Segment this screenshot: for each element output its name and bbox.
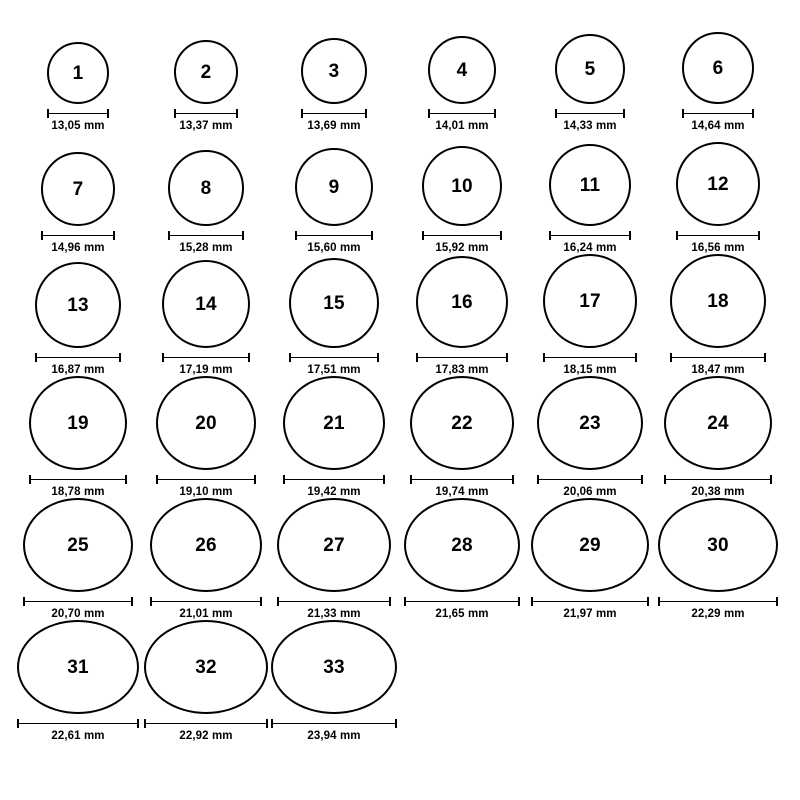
measure-bar-icon — [670, 353, 766, 361]
ring-size-number: 11 — [579, 174, 601, 196]
diameter-measure — [295, 231, 373, 254]
diameter-label: 18,15 mm — [563, 364, 617, 376]
measure-bar-icon — [664, 475, 772, 483]
ring-size-cell[interactable] — [14, 10, 142, 132]
ring-circle[interactable] — [422, 146, 502, 226]
ring-circle[interactable] — [416, 256, 508, 348]
diameter-measure — [543, 353, 637, 376]
ring-size-number: 20 — [195, 412, 217, 434]
ring-size-row — [14, 254, 786, 376]
ring-circle[interactable] — [162, 260, 250, 348]
diameter-measure — [47, 109, 109, 132]
measure-bar-icon — [531, 597, 649, 605]
measure-bar-icon — [271, 719, 397, 727]
ring-size-number: 12 — [707, 173, 729, 195]
diameter-label: 14,33 mm — [563, 120, 617, 132]
ring-circle[interactable] — [17, 620, 139, 714]
diameter-measure — [531, 597, 649, 620]
diameter-label: 14,96 mm — [51, 242, 105, 254]
diameter-label: 16,24 mm — [563, 242, 617, 254]
ring-size-cell[interactable] — [270, 376, 398, 498]
diameter-label: 21,01 mm — [179, 608, 233, 620]
measure-bar-icon — [168, 231, 244, 239]
diameter-measure — [301, 109, 367, 132]
measure-bar-icon — [29, 475, 127, 483]
diameter-measure — [283, 475, 385, 498]
diameter-label: 15,92 mm — [435, 242, 489, 254]
diameter-label: 13,37 mm — [179, 120, 233, 132]
ring-size-number: 23 — [579, 412, 601, 434]
ring-size-number: 15 — [323, 292, 345, 314]
ring-circle[interactable] — [531, 498, 649, 592]
ring-size-number: 25 — [67, 534, 89, 556]
ring-size-number: 5 — [584, 58, 596, 80]
ring-size-row — [14, 132, 786, 254]
ring-size-row — [14, 620, 786, 742]
diameter-measure — [23, 597, 133, 620]
measure-bar-icon — [174, 109, 238, 117]
ring-circle[interactable] — [664, 376, 772, 470]
ring-circle[interactable] — [555, 34, 625, 104]
ring-circle[interactable] — [658, 498, 778, 592]
ring-size-cell[interactable] — [14, 132, 142, 254]
measure-bar-icon — [301, 109, 367, 117]
diameter-measure — [670, 353, 766, 376]
measure-bar-icon — [156, 475, 256, 483]
ring-size-number: 1 — [72, 62, 84, 84]
ring-size-number: 6 — [712, 57, 724, 79]
ring-size-cell[interactable] — [14, 254, 142, 376]
diameter-label: 18,47 mm — [691, 364, 745, 376]
diameter-measure — [664, 475, 772, 498]
diameter-measure — [29, 475, 127, 498]
ring-circle[interactable] — [35, 262, 121, 348]
diameter-measure — [549, 231, 631, 254]
diameter-measure — [289, 353, 379, 376]
measure-bar-icon — [549, 231, 631, 239]
ring-size-number: 14 — [195, 293, 217, 315]
ring-circle[interactable] — [676, 142, 760, 226]
ring-circle[interactable] — [289, 258, 379, 348]
ring-size-number: 7 — [72, 178, 84, 200]
ring-size-cell[interactable] — [398, 132, 526, 254]
diameter-measure — [404, 597, 520, 620]
ring-size-cell[interactable] — [142, 376, 270, 498]
ring-size-number: 13 — [67, 294, 89, 316]
ring-size-number: 33 — [323, 656, 345, 678]
ring-size-cell[interactable] — [398, 498, 526, 620]
ring-size-cell[interactable] — [142, 10, 270, 132]
diameter-measure — [174, 109, 238, 132]
diameter-label: 22,29 mm — [691, 608, 745, 620]
diameter-measure — [428, 109, 496, 132]
ring-circle[interactable] — [543, 254, 637, 348]
diameter-label: 14,01 mm — [435, 120, 489, 132]
measure-bar-icon — [658, 597, 778, 605]
ring-circle[interactable] — [174, 40, 238, 104]
measure-bar-icon — [543, 353, 637, 361]
ring-size-cell[interactable] — [526, 10, 654, 132]
ring-size-number: 22 — [451, 412, 473, 434]
diameter-measure — [410, 475, 514, 498]
ring-size-number: 9 — [328, 176, 340, 198]
diameter-label: 19,42 mm — [307, 486, 361, 498]
diameter-measure — [41, 231, 115, 254]
ring-circle[interactable] — [156, 376, 256, 470]
ring-size-cell[interactable] — [270, 498, 398, 620]
ring-size-cell[interactable] — [654, 498, 782, 620]
diameter-measure — [35, 353, 121, 376]
ring-size-cell[interactable] — [270, 620, 398, 742]
ring-size-grid — [14, 10, 786, 742]
ring-size-number: 27 — [323, 534, 345, 556]
ring-size-number: 18 — [707, 290, 729, 312]
diameter-measure — [17, 719, 139, 742]
ring-size-cell[interactable] — [526, 376, 654, 498]
ring-size-number: 2 — [200, 61, 212, 83]
measure-bar-icon — [41, 231, 115, 239]
ring-size-number: 16 — [451, 291, 473, 313]
diameter-label: 19,74 mm — [435, 486, 489, 498]
ring-size-cell[interactable] — [398, 254, 526, 376]
diameter-label: 22,92 mm — [179, 730, 233, 742]
ring-size-number: 28 — [451, 534, 473, 556]
ring-size-cell[interactable] — [526, 498, 654, 620]
ring-size-number: 30 — [707, 534, 729, 556]
ring-size-row — [14, 376, 786, 498]
ring-size-number: 21 — [323, 412, 345, 434]
ring-size-row — [14, 10, 786, 132]
diameter-measure — [555, 109, 625, 132]
diameter-measure — [422, 231, 502, 254]
diameter-measure — [144, 719, 268, 742]
diameter-label: 13,69 mm — [307, 120, 361, 132]
diameter-measure — [271, 719, 397, 742]
ring-size-cell[interactable] — [398, 10, 526, 132]
ring-size-cell[interactable] — [654, 254, 782, 376]
measure-bar-icon — [428, 109, 496, 117]
ring-size-cell[interactable] — [142, 132, 270, 254]
ring-size-cell[interactable] — [398, 376, 526, 498]
ring-circle[interactable] — [29, 376, 127, 470]
diameter-measure — [168, 231, 244, 254]
measure-bar-icon — [289, 353, 379, 361]
measure-bar-icon — [47, 109, 109, 117]
diameter-label: 21,33 mm — [307, 608, 361, 620]
diameter-label: 21,65 mm — [435, 608, 489, 620]
diameter-measure — [416, 353, 508, 376]
measure-bar-icon — [422, 231, 502, 239]
diameter-label: 21,97 mm — [563, 608, 617, 620]
diameter-label: 14,64 mm — [691, 120, 745, 132]
diameter-measure — [156, 475, 256, 498]
ring-size-number: 29 — [579, 534, 601, 556]
ring-size-cell[interactable] — [142, 498, 270, 620]
diameter-measure — [277, 597, 391, 620]
diameter-label: 13,05 mm — [51, 120, 105, 132]
measure-bar-icon — [144, 719, 268, 727]
ring-circle[interactable] — [150, 498, 262, 592]
ring-circle[interactable] — [537, 376, 643, 470]
measure-bar-icon — [17, 719, 139, 727]
ring-circle[interactable] — [168, 150, 244, 226]
measure-bar-icon — [676, 231, 760, 239]
ring-size-cell[interactable] — [526, 132, 654, 254]
ring-size-cell[interactable] — [142, 254, 270, 376]
ring-size-cell[interactable] — [14, 376, 142, 498]
ring-size-cell[interactable] — [14, 620, 142, 742]
measure-bar-icon — [404, 597, 520, 605]
measure-bar-icon — [555, 109, 625, 117]
ring-size-number: 17 — [579, 290, 601, 312]
diameter-label: 19,10 mm — [179, 486, 233, 498]
measure-bar-icon — [35, 353, 121, 361]
ring-circle[interactable] — [295, 148, 373, 226]
diameter-label: 23,94 mm — [307, 730, 361, 742]
diameter-label: 17,83 mm — [435, 364, 489, 376]
measure-bar-icon — [277, 597, 391, 605]
ring-size-number: 26 — [195, 534, 217, 556]
measure-bar-icon — [410, 475, 514, 483]
diameter-label: 16,87 mm — [51, 364, 105, 376]
ring-size-cell[interactable] — [270, 132, 398, 254]
ring-size-number: 31 — [67, 656, 89, 678]
ring-size-number: 4 — [456, 59, 468, 81]
ring-size-cell[interactable] — [654, 376, 782, 498]
ring-circle[interactable] — [283, 376, 385, 470]
ring-size-cell[interactable] — [526, 254, 654, 376]
diameter-measure — [676, 231, 760, 254]
diameter-measure — [150, 597, 262, 620]
diameter-label: 20,70 mm — [51, 608, 105, 620]
measure-bar-icon — [416, 353, 508, 361]
ring-circle[interactable] — [271, 620, 397, 714]
ring-size-cell[interactable] — [654, 10, 782, 132]
ring-size-number: 10 — [451, 175, 473, 197]
ring-size-number: 32 — [195, 656, 217, 678]
diameter-measure — [537, 475, 643, 498]
diameter-measure — [162, 353, 250, 376]
diameter-label: 17,19 mm — [179, 364, 233, 376]
diameter-measure — [658, 597, 778, 620]
measure-bar-icon — [295, 231, 373, 239]
diameter-measure — [682, 109, 754, 132]
measure-bar-icon — [162, 353, 250, 361]
diameter-label: 20,38 mm — [691, 486, 745, 498]
ring-size-row — [14, 498, 786, 620]
ring-size-number: 19 — [67, 412, 89, 434]
measure-bar-icon — [537, 475, 643, 483]
ring-circle[interactable] — [428, 36, 496, 104]
ring-size-cell[interactable] — [270, 10, 398, 132]
measure-bar-icon — [682, 109, 754, 117]
ring-circle[interactable] — [277, 498, 391, 592]
ring-circle[interactable] — [549, 144, 631, 226]
ring-circle[interactable] — [23, 498, 133, 592]
ring-size-cell[interactable] — [270, 254, 398, 376]
measure-bar-icon — [283, 475, 385, 483]
ring-size-cell[interactable] — [142, 620, 270, 742]
diameter-label: 16,56 mm — [691, 242, 745, 254]
ring-size-cell[interactable] — [14, 498, 142, 620]
diameter-label: 20,06 mm — [563, 486, 617, 498]
measure-bar-icon — [23, 597, 133, 605]
ring-circle[interactable] — [682, 32, 754, 104]
diameter-label: 17,51 mm — [307, 364, 361, 376]
ring-circle[interactable] — [404, 498, 520, 592]
ring-circle[interactable] — [301, 38, 367, 104]
ring-size-number: 3 — [328, 60, 340, 82]
ring-circle[interactable] — [410, 376, 514, 470]
diameter-label: 15,28 mm — [179, 242, 233, 254]
ring-circle[interactable] — [41, 152, 115, 226]
ring-size-number: 8 — [200, 177, 212, 199]
ring-circle[interactable] — [144, 620, 268, 714]
diameter-label: 15,60 mm — [307, 242, 361, 254]
ring-circle[interactable] — [47, 42, 109, 104]
measure-bar-icon — [150, 597, 262, 605]
ring-size-cell[interactable] — [654, 132, 782, 254]
diameter-label: 18,78 mm — [51, 486, 105, 498]
ring-size-number: 24 — [707, 412, 729, 434]
ring-circle[interactable] — [670, 254, 766, 348]
diameter-label: 22,61 mm — [51, 730, 105, 742]
